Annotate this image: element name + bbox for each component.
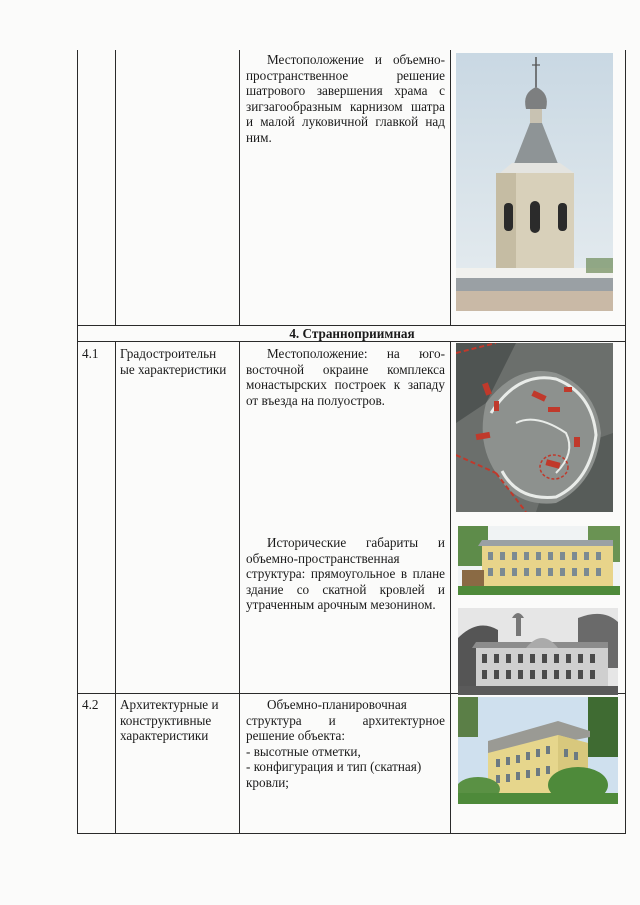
table-left-border [77,50,78,834]
church-tower-photo [456,53,613,311]
column-divider [450,341,451,834]
table-right-border [625,50,626,834]
aerial-map-photo [456,343,613,512]
building-historic-photo [458,608,618,695]
row-number: 4.2 [82,697,99,712]
building-color-photo [458,526,620,595]
column-divider [239,50,240,326]
row-name: Градостроительн ые характеристики [120,346,227,377]
list-item: - конфигурация и тип (скатная) кровли; [246,759,422,790]
historic-description: Исторические габариты и объемно-пространственная структура: прямоугольное в плане здание со скатной кровлей и утраченным арочным мезонином. [246,535,445,613]
section-title: 4. Странноприимная [289,326,415,341]
column-divider [450,50,451,326]
building-modern-photo [458,697,618,804]
row-name: Архитектурные и конструктивные характеристики [120,697,219,744]
row-number: 4.1 [82,346,99,361]
list-item: - высотные отметки, [246,743,361,759]
column-divider [239,341,240,834]
table-bottom-border [77,833,626,834]
architecture-description: Объемно-планировочная структура и архитектурное решение объекта: - высотные отметки, - конфигурация и тип (скатная) кровли; [246,697,445,790]
column-divider [115,341,116,834]
location-description: Местоположение: на юго-восточной окраине комплекса монастырских построек к западу от въезда на полуостров. [246,346,445,408]
tower-description: Местоположение и объемно-пространственное решение шатрового завершения храма с зигзагообразным карнизом шатра и малой луковичной главкой над ним. [246,52,445,145]
column-divider [115,50,116,326]
